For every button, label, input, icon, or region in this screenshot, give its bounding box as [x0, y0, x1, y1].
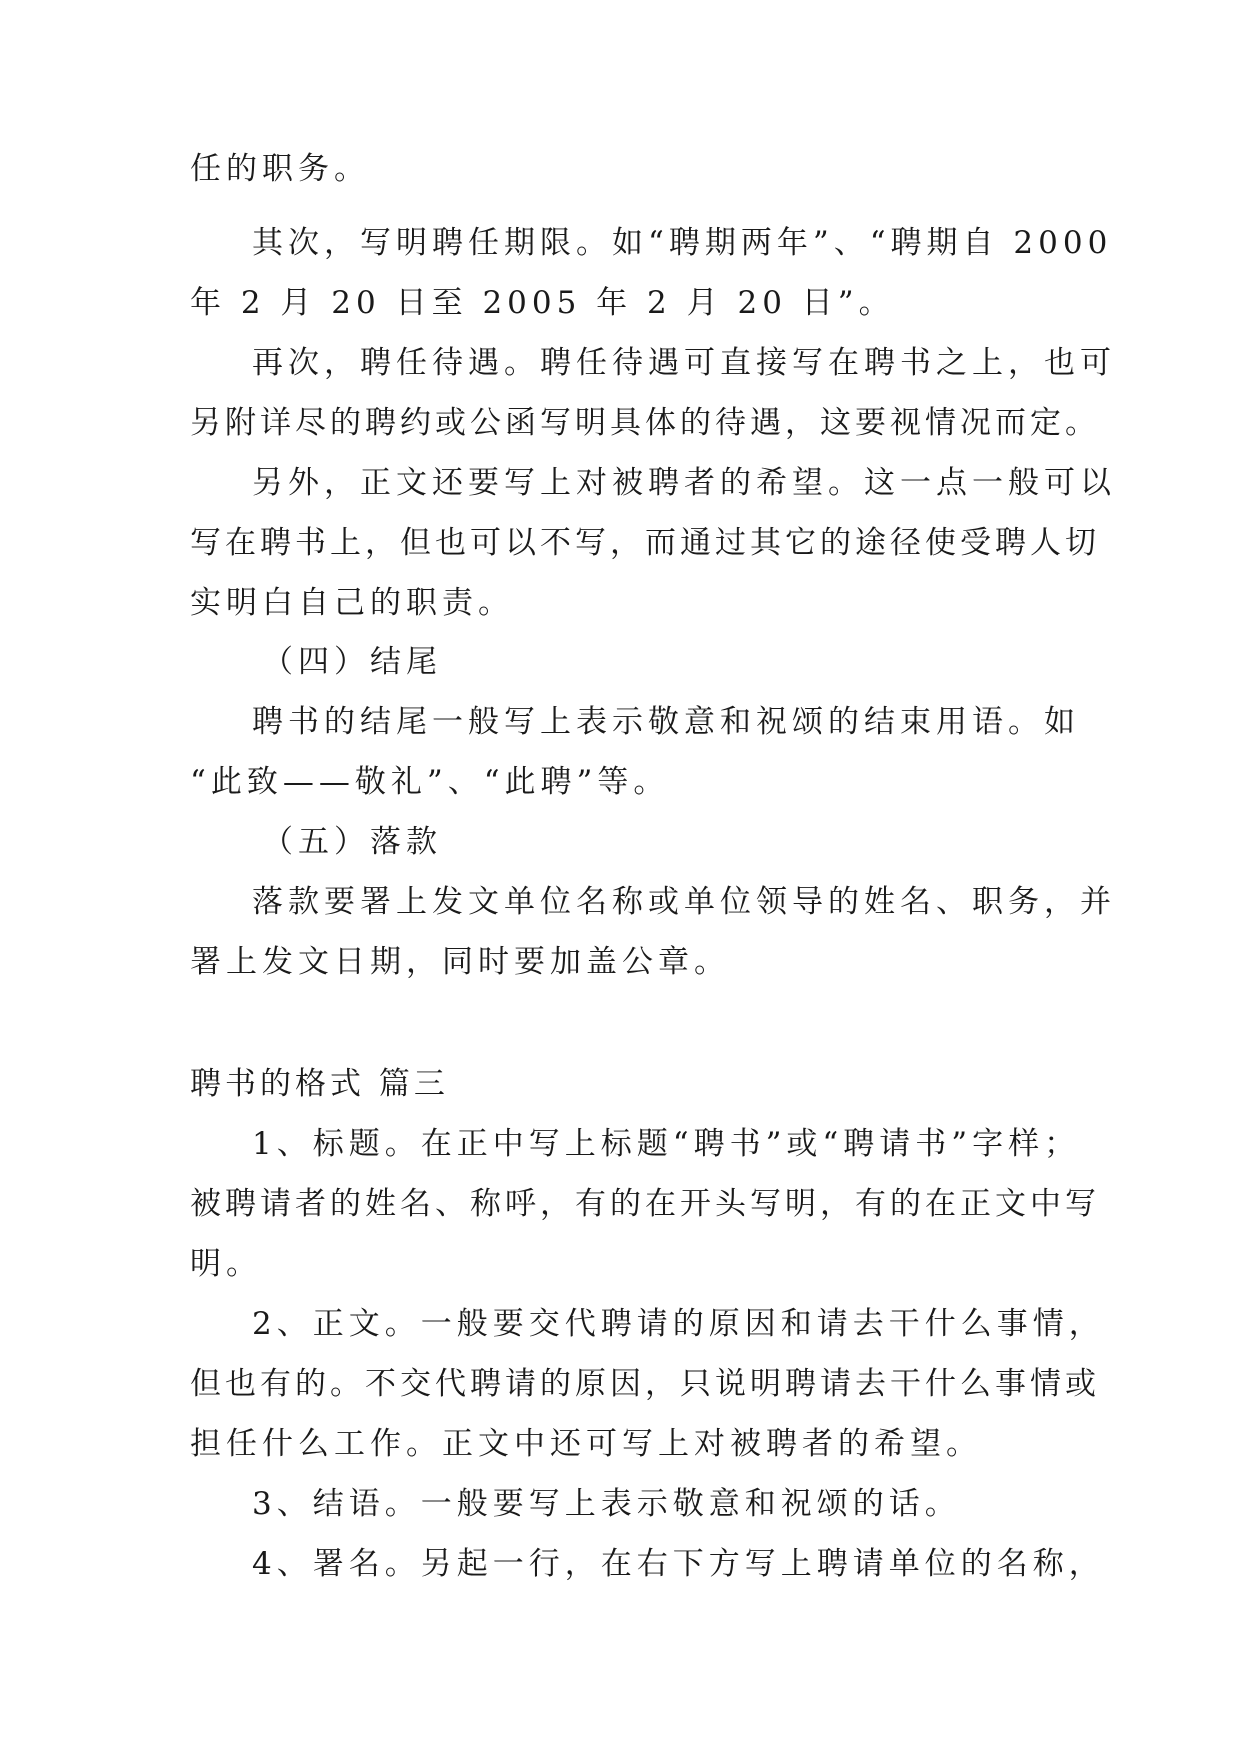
text-line: 另附详尽的聘约或公函写明具体的待遇，这要视情况而定。 — [190, 405, 1100, 441]
text-line: 年 2 月 20 日至 2005 年 2 月 20 日”。 — [190, 285, 895, 321]
text-line: 另外，正文还要写上对被聘者的希望。这一点一般可以 — [252, 465, 1116, 501]
text-line: 署上发文日期，同时要加盖公章。 — [190, 944, 730, 980]
text-line: 但也有的。不交代聘请的原因，只说明聘请去干什么事情或 — [190, 1366, 1100, 1402]
text-line: 任的职务。 — [190, 151, 370, 187]
text-line: 被聘请者的姓名、称呼，有的在开头写明，有的在正文中写 — [190, 1186, 1100, 1222]
text-line: 4、署名。另起一行，在右下方写上聘请单位的名称， — [252, 1546, 1105, 1582]
text-line: 2、正文。一般要交代聘请的原因和请去干什么事情， — [252, 1306, 1105, 1342]
text-line: 明。 — [190, 1246, 262, 1282]
text-line: 1、标题。在正中写上标题“聘书”或“聘请书”字样； — [252, 1126, 1081, 1162]
section-heading: （四）结尾 — [262, 644, 442, 680]
text-line: 其次，写明聘任期限。如“聘期两年”、“聘期自 2000 — [252, 225, 1113, 261]
text-line: 落款要署上发文单位名称或单位领导的姓名、职务，并 — [252, 884, 1116, 920]
text-line: 3、结语。一般要写上表示敬意和祝颂的话。 — [252, 1486, 961, 1522]
text-line: 再次，聘任待遇。聘任待遇可直接写在聘书之上，也可 — [252, 345, 1116, 381]
text-line: 担任什么工作。正文中还可写上对被聘者的希望。 — [190, 1426, 982, 1462]
text-line: 实明白自己的职责。 — [190, 585, 514, 621]
document-title: 聘书的格式 篇三 — [190, 1066, 449, 1102]
section-heading: （五）落款 — [262, 824, 442, 860]
text-line: 聘书的结尾一般写上表示敬意和祝颂的结束用语。如 — [252, 704, 1080, 740]
text-line: 写在聘书上，但也可以不写，而通过其它的途径使受聘人切 — [190, 525, 1100, 561]
text-line: “此致——敬礼”、“此聘”等。 — [190, 764, 670, 800]
